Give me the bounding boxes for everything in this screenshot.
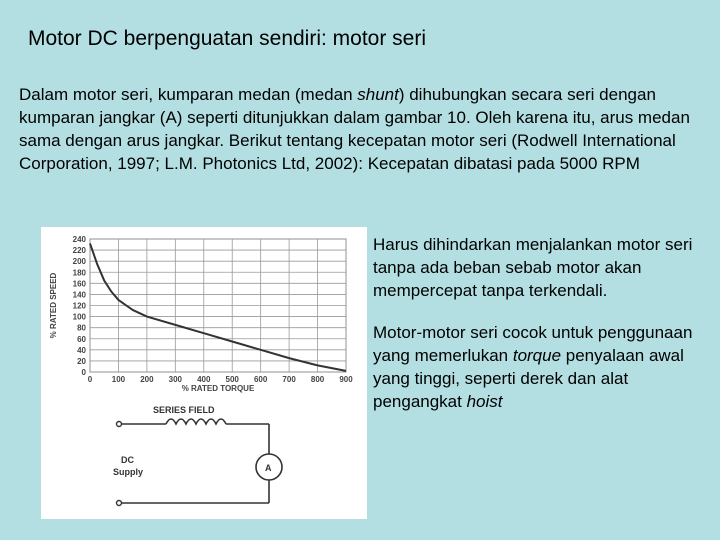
chart-y-tick-label: 120 bbox=[72, 301, 86, 311]
chart-y-axis-label: % RATED SPEED bbox=[49, 272, 58, 339]
supply-label-line2: Supply bbox=[113, 467, 144, 477]
chart-x-axis-label: % RATED TORQUE bbox=[181, 384, 255, 393]
supply-terminal-bottom-icon bbox=[117, 501, 122, 506]
supply-terminal-top-icon bbox=[117, 422, 122, 427]
chart-y-tick-label: 0 bbox=[81, 368, 86, 377]
chart-x-tick-label: 400 bbox=[197, 375, 211, 384]
chart-y-tick-label: 140 bbox=[72, 290, 86, 300]
side-paragraph-2-run: hoist bbox=[466, 392, 503, 411]
chart-y-tick-label: 40 bbox=[77, 345, 86, 355]
intro-run: ) dihubungkan secara seri dengan kumparan jangkar (A) seperti ditunjukkan dalam gambar 10. Oleh karena itu, arus medan sama dengan arus jangkar. Berikut tentang kecepatan motor seri (Rodwell International Corporation, 1997; L.M. Photonics Ltd, 2002): Kecepatan dibatasi pada 5000 RPM bbox=[19, 85, 690, 173]
chart-y-tick-label: 100 bbox=[72, 312, 86, 322]
chart-x-tick-label: 700 bbox=[282, 375, 296, 384]
chart-y-tick-label: 20 bbox=[77, 356, 86, 366]
chart-y-tick-label: 80 bbox=[77, 323, 86, 333]
chart-y-tick-label: 220 bbox=[72, 246, 86, 256]
figure-svg bbox=[41, 227, 367, 519]
side-paragraph-1-run: Harus dihindarkan menjalankan motor seri tanpa ada beban sebab motor akan mempercepat tanpa terkendali. bbox=[373, 235, 693, 300]
armature-label: A bbox=[265, 463, 272, 473]
side-paragraph-1 bbox=[373, 233, 703, 302]
chart-y-tick-label: 180 bbox=[72, 268, 86, 278]
chart-x-tick-label: 600 bbox=[253, 375, 268, 384]
intro-run: shunt bbox=[357, 85, 399, 104]
side-paragraph-2-run: Motor-motor seri cocok untuk penggunaan yang memerlukan bbox=[373, 323, 693, 365]
chart-x-tick-label: 900 bbox=[339, 375, 353, 384]
series-field-label: SERIES FIELD bbox=[153, 405, 215, 415]
series-motor-circuit-diagram bbox=[113, 405, 282, 506]
chart-y-tick-label: 240 bbox=[72, 235, 86, 244]
chart-x-tick-label: 800 bbox=[310, 375, 325, 384]
intro-paragraph bbox=[19, 83, 709, 175]
chart-x-tick-label: 200 bbox=[140, 375, 154, 384]
side-text bbox=[373, 233, 703, 413]
side-paragraph-2 bbox=[373, 321, 703, 413]
chart-y-tick-label: 200 bbox=[72, 257, 86, 267]
side-paragraph-2-run: penyalaan awal yang tinggi, seperti derek dan alat pengangkat bbox=[373, 346, 684, 411]
series-motor-figure bbox=[41, 227, 367, 519]
chart-x-tick-label: 100 bbox=[111, 375, 126, 384]
supply-label-line1: DC bbox=[121, 455, 134, 465]
chart-x-tick-label: 0 bbox=[87, 375, 93, 384]
intro-run: Dalam motor seri, kumparan medan (medan bbox=[19, 85, 358, 104]
chart-x-tick-label: 300 bbox=[168, 375, 183, 384]
speed-torque-chart bbox=[49, 235, 353, 393]
slide-title: Motor DC berpenguatan sendiri: motor seri bbox=[28, 27, 427, 50]
chart-x-tick-label: 500 bbox=[225, 375, 239, 384]
chart-series-line bbox=[90, 243, 346, 370]
side-paragraph-2-run: torque bbox=[512, 346, 562, 365]
chart-y-tick-label: 60 bbox=[77, 334, 86, 344]
series-field-coil-icon bbox=[166, 419, 226, 424]
chart-y-tick-label: 160 bbox=[72, 279, 86, 289]
